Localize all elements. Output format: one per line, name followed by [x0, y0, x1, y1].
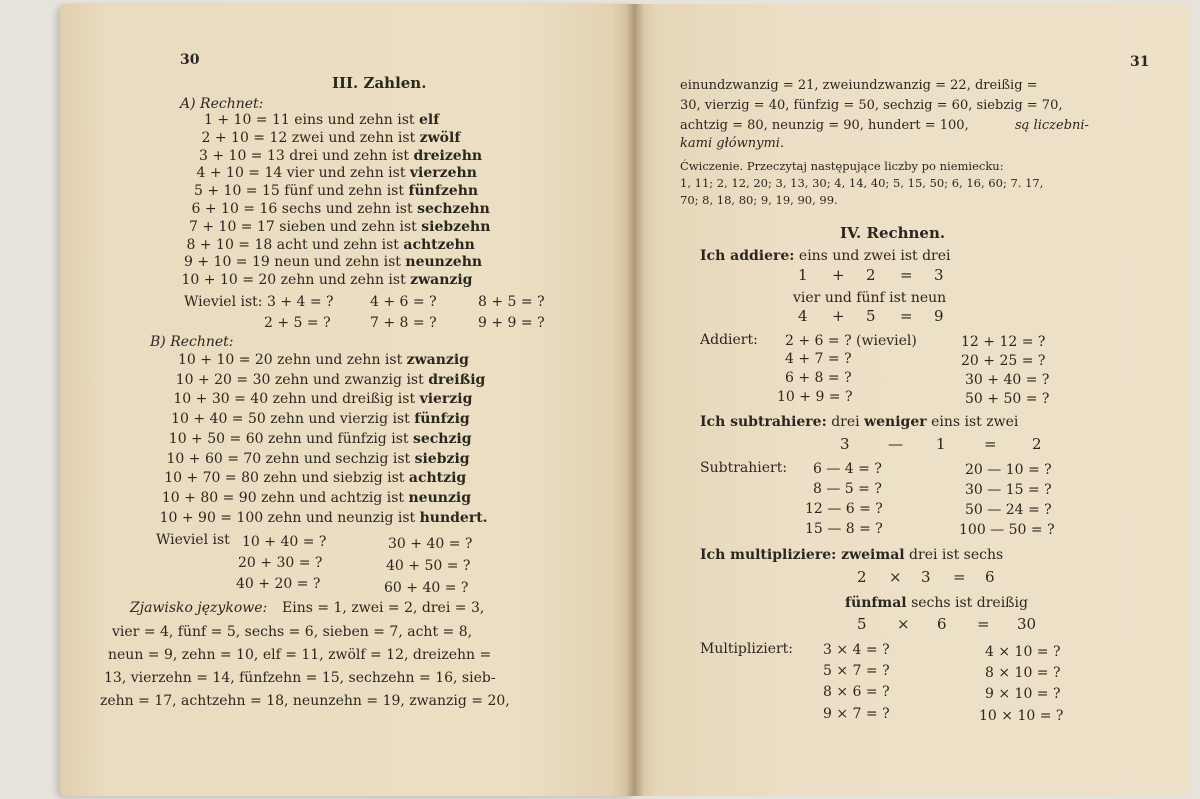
exercise-line: 70; 8, 18, 80; 9, 19, 90, 99. [680, 193, 838, 207]
equation-token: 2 [866, 266, 876, 284]
multipliziert-item: 8 × 6 = ? [823, 684, 890, 700]
number-line [171, 411, 470, 427]
number-line [199, 148, 482, 164]
number-line [182, 272, 473, 288]
subtrahiert-item: 20 — 10 = ? [965, 462, 1052, 478]
line-number-word: vierzehn [409, 165, 477, 182]
fuenfmal-sentence [845, 595, 1028, 611]
line-text: zwei und zehn ist [291, 129, 416, 146]
zjawisko-line: neun = 9, zehn = 10, elf = 11, zwölf = 12, dreizehn = [108, 647, 492, 663]
multipliziert-item: 3 × 4 = ? [823, 642, 890, 658]
line-text: sieben und zehn ist [279, 218, 417, 235]
equation-token: × [889, 568, 902, 586]
line-text: zehn und fünfzig ist [267, 430, 409, 447]
a-wieviel-item: 9 + 9 = ? [478, 315, 545, 331]
line-equation: 10 + 90 = 100 [159, 509, 264, 526]
zjawisko-line: Eins = 1, zwei = 2, drei = 3, [282, 600, 485, 616]
line-equation: 3 + 10 = 13 [199, 147, 285, 164]
subtrahiert-item: 12 — 6 = ? [805, 501, 883, 517]
subtrahiert-label: Subtrahiert: [700, 460, 788, 476]
line-number-word: siebzehn [421, 218, 491, 235]
addiert-item: 30 + 40 = ? [965, 372, 1050, 388]
intro-italic: są liczebni- [1015, 118, 1089, 133]
number-line [173, 391, 472, 407]
line-number-word: neunzehn [405, 254, 483, 271]
subtrahiert-item: 15 — 8 = ? [805, 521, 883, 537]
number-line [192, 201, 490, 217]
line-text: zehn und vierzig ist [270, 411, 410, 428]
equation-token: 30 [1017, 615, 1037, 633]
subtrahiere-text: drei [831, 414, 860, 430]
a-wieviel-item: 7 + 8 = ? [370, 315, 437, 331]
equation-token: = [984, 435, 997, 453]
line-number-word: vierzig [419, 391, 473, 408]
line-equation: 2 + 10 = 12 [201, 129, 288, 146]
line-number-word: zwanzig [406, 352, 469, 368]
line-text: neun und zehn ist [274, 254, 401, 271]
multipliziert-label: Multipliziert: [700, 641, 794, 657]
b-wieviel-item: 60 + 40 = ? [384, 580, 469, 596]
line-equation: 10 + 50 = 60 [168, 430, 264, 447]
multipliziert-item: 4 × 10 = ? [985, 644, 1061, 660]
subtrahiert-item: 100 — 50 = ? [959, 522, 1055, 538]
equation-token: 1 [936, 435, 946, 453]
line-number-word: fünfzig [414, 411, 470, 428]
subtrahiert-item: 6 — 4 = ? [813, 461, 882, 477]
addiere-text: eins und zwei ist drei [798, 248, 951, 264]
line-text: zehn und achtzig ist [261, 489, 405, 506]
equation-token: 5 [857, 615, 867, 633]
line-text: zehn und zehn ist [277, 352, 403, 368]
equation-token: 1 [798, 266, 808, 284]
equation-token: + [832, 307, 845, 325]
number-line [167, 451, 470, 467]
subtrahiere-bold: Ich subtrahiere: [700, 414, 827, 430]
multipliziert-item: 8 × 10 = ? [985, 665, 1061, 681]
number-line [187, 237, 475, 253]
equation-token: × [897, 615, 910, 633]
line-number-word: sechzehn [417, 201, 490, 217]
equation-token: 9 [934, 307, 944, 325]
addiert-label: Addiert: [700, 332, 758, 348]
multipliziert-item: 9 × 7 = ? [823, 706, 890, 722]
line-text: zehn und zwanzig ist [274, 371, 424, 388]
line-number-word: zwölf [419, 129, 461, 146]
subtrahiere-text: eins ist zwei [931, 414, 1019, 430]
subtrahiert-item: 8 — 5 = ? [813, 481, 882, 497]
line-text: zehn und neunzig ist [267, 509, 416, 526]
addiere2-text: vier und fünf ist neun [793, 290, 947, 306]
left-page [60, 4, 635, 796]
number-line [164, 470, 466, 486]
number-line [197, 165, 477, 181]
line-equation: 10 + 10 = 20 [178, 352, 273, 368]
number-line [176, 372, 486, 388]
line-equation: 8 + 10 = 18 [186, 236, 273, 253]
a-wieviel-item: 2 + 5 = ? [264, 315, 331, 331]
equation-token: 2 [1032, 435, 1042, 453]
subtrahiert-item: 50 — 24 = ? [965, 502, 1052, 518]
number-line [204, 112, 439, 128]
line-equation: 9 + 10 = 19 [184, 254, 270, 271]
line-text: fünf und zehn ist [284, 183, 404, 200]
line-text: drei und zehn ist [289, 147, 410, 164]
equation-token: = [900, 266, 913, 284]
equation-token: = [900, 307, 913, 325]
right-page [635, 4, 1190, 796]
zjawisko-label: Zjawisko językowe: [130, 600, 268, 616]
addiert-item: 10 + 9 = ? [777, 389, 853, 405]
section-a-label: A) Rechnet: [180, 96, 264, 112]
b-wieviel-item: 20 + 30 = ? [238, 555, 323, 571]
open-book [60, 4, 1190, 796]
addiert-item: 2 + 6 = ? (wieviel) [785, 333, 917, 349]
number-line [189, 219, 490, 235]
line-equation: 10 + 60 = 70 [166, 450, 262, 467]
addiert-item: 4 + 7 = ? [785, 351, 852, 367]
intro-line: einundzwanzig = 21, zweiundzwanzig = 22, dreißig = [680, 78, 1038, 93]
b-wieviel-item: 40 + 20 = ? [236, 576, 321, 592]
a-wieviel-label: Wieviel ist: 3 + 4 = ? [184, 294, 334, 310]
addiert-item: 20 + 25 = ? [961, 353, 1046, 369]
number-line [162, 490, 471, 506]
line-equation: 1 + 10 = 11 [204, 112, 290, 128]
line-text: acht und zehn ist [276, 236, 399, 253]
line-equation: 5 + 10 = 15 [194, 183, 280, 200]
number-line [202, 130, 461, 146]
number-line [184, 254, 482, 270]
equation-token: 3 [934, 266, 944, 284]
addiere-bold: Ich addiere: [700, 248, 795, 264]
line-equation: 10 + 40 = 50 [171, 411, 266, 428]
line-number-word: fünfzehn [408, 183, 479, 200]
equation-token: 3 [921, 568, 931, 586]
multipliziert-item: 10 × 10 = ? [979, 708, 1064, 724]
addiert-item: 12 + 12 = ? [961, 334, 1046, 350]
line-equation: 10 + 30 = 40 [173, 391, 269, 408]
page-number: 30 [180, 52, 200, 68]
line-number-word: siebzig [414, 450, 470, 467]
line-equation: 10 + 80 = 90 [161, 489, 257, 506]
number-line [178, 352, 469, 368]
exercise-line: 1, 11; 2, 12, 20; 3, 13, 30; 4, 14, 40; 5, 15, 50; 6, 16, 60; 7. 17, [680, 176, 1044, 190]
fuenfmal-bold: fünfmal [845, 595, 907, 611]
line-text: sechs und zehn ist [281, 201, 413, 217]
line-text: zehn und sechzig ist [265, 450, 411, 467]
multipliziere-bold: Ich multipliziere: zweimal [700, 547, 905, 563]
line-text: zehn und siebzig ist [263, 470, 405, 487]
multipliziert-item: 5 × 7 = ? [823, 663, 890, 679]
addiert-item: 50 + 50 = ? [965, 391, 1050, 407]
subtrahiere-bold: weniger [864, 414, 927, 430]
subtrahiert-item: 30 — 15 = ? [965, 482, 1052, 498]
section-title: IV. Rechnen. [840, 224, 946, 242]
zjawisko-line: 13, vierzehn = 14, fünfzehn = 15, sechzehn = 16, sieb- [104, 670, 496, 686]
number-line [160, 510, 488, 526]
line-equation: 7 + 10 = 17 [189, 218, 275, 235]
intro-italic: kami głównymi. [680, 136, 785, 151]
line-equation: 10 + 70 = 80 [164, 470, 259, 487]
line-number-word: sechzig [412, 430, 472, 447]
a-wieviel-item: 8 + 5 = ? [478, 294, 545, 310]
line-number-word: elf [419, 112, 440, 128]
multipliziere-text: drei ist sechs [909, 547, 1004, 563]
equation-token: — [888, 435, 903, 453]
fuenfmal-text: sechs ist dreißig [911, 595, 1028, 611]
equation-token: + [832, 266, 845, 284]
addiere-sentence [700, 248, 951, 264]
zjawisko-line: zehn = 17, achtzehn = 18, neunzehn = 19, zwanzig = 20, [100, 693, 510, 709]
line-text: eins und zehn ist [294, 112, 415, 128]
page-number: 31 [1130, 54, 1150, 70]
equation-token: = [953, 568, 966, 586]
equation-token: 5 [866, 307, 876, 325]
equation-token: 2 [857, 568, 867, 586]
zjawisko-line: vier = 4, fünf = 5, sechs = 6, sieben = 7, acht = 8, [112, 624, 473, 640]
b-wieviel-label: Wieviel ist [156, 532, 230, 548]
multipliziert-item: 9 × 10 = ? [985, 686, 1061, 702]
line-number-word: dreißig [428, 371, 486, 388]
number-line [194, 183, 478, 199]
book-gutter [626, 4, 644, 796]
a-wieviel-item: 4 + 6 = ? [370, 294, 437, 310]
line-number-word: hundert. [419, 509, 488, 526]
subtrahiere-sentence [700, 414, 1018, 430]
line-text: zehn und zehn ist [280, 272, 406, 289]
section-title: III. Zahlen. [332, 74, 427, 92]
line-number-word: neunzig [408, 489, 472, 506]
line-number-word: dreizehn [413, 147, 483, 164]
multipliziere-sentence [700, 547, 1003, 563]
intro-line: 30, vierzig = 40, fünfzig = 50, sechzig = 60, siebzig = 70, [680, 98, 1063, 113]
section-b-label: B) Rechnet: [150, 334, 234, 350]
equation-token: 6 [937, 615, 947, 633]
line-number-word: zwanzig [410, 272, 473, 289]
line-equation: 10 + 10 = 20 [181, 272, 277, 289]
equation-token: 4 [798, 307, 808, 325]
b-wieviel-item: 10 + 40 = ? [242, 534, 327, 550]
equation-token: = [977, 615, 990, 633]
equation-token: 6 [985, 568, 995, 586]
intro-line: achtzig = 80, neunzig = 90, hundert = 100, [680, 118, 969, 133]
line-text: vier und zehn ist [286, 165, 406, 182]
number-line [169, 431, 472, 447]
line-text: zehn und dreißig ist [272, 391, 416, 408]
line-number-word: achtzehn [403, 236, 475, 253]
exercise-line: Ćwiczenie. Przeczytaj następujące liczby po niemiecku: [680, 159, 1004, 173]
line-equation: 6 + 10 = 16 [191, 201, 278, 217]
b-wieviel-item: 30 + 40 = ? [388, 536, 473, 552]
equation-token: 3 [840, 435, 850, 453]
line-number-word: achtzig [408, 470, 467, 487]
line-equation: 4 + 10 = 14 [196, 165, 283, 182]
b-wieviel-item: 40 + 50 = ? [386, 558, 471, 574]
line-equation: 10 + 20 = 30 [175, 371, 271, 388]
addiert-item: 6 + 8 = ? [785, 370, 852, 386]
